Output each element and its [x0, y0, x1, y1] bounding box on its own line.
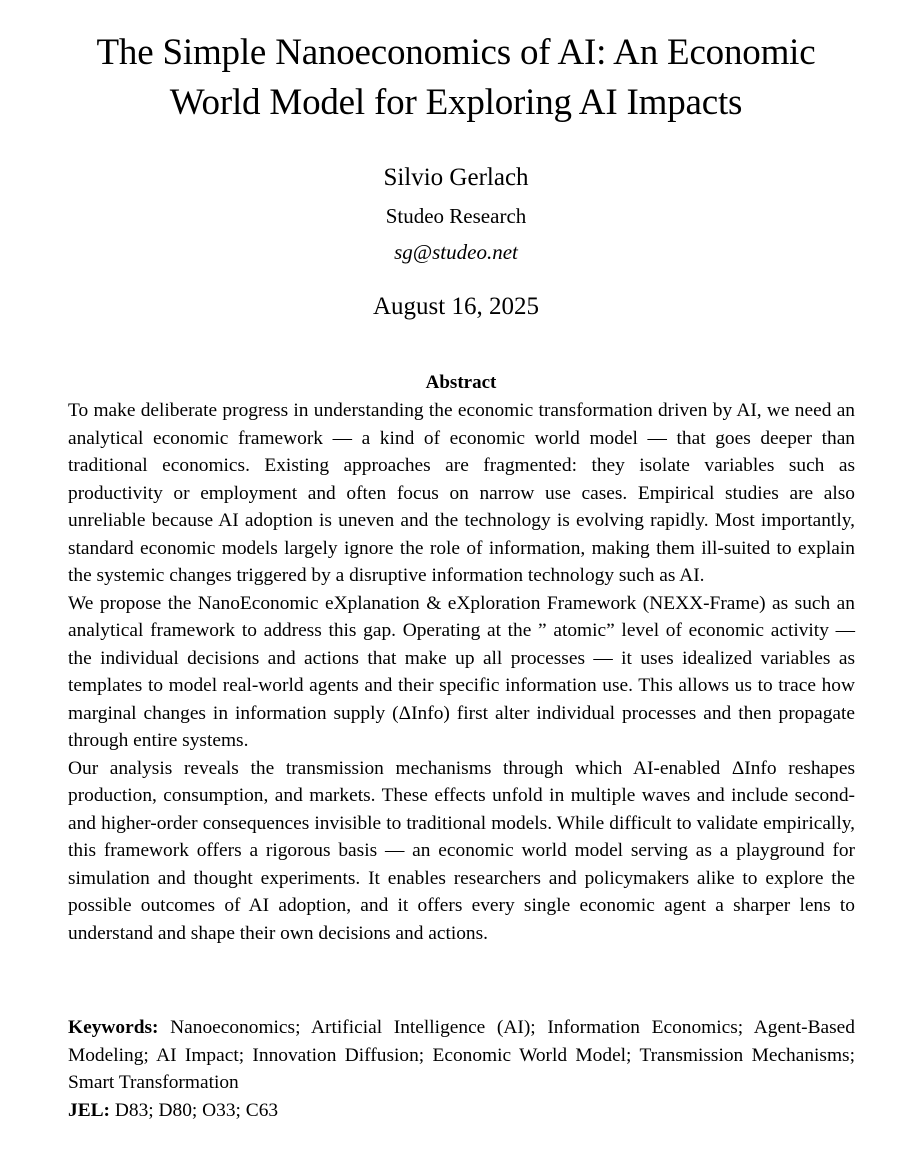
- author-name: Silvio Gerlach: [383, 164, 529, 191]
- abstract-heading: Abstract: [425, 372, 497, 393]
- paper-title-line: World Model for Exploring AI Impacts: [169, 82, 743, 123]
- keywords-text: Nanoeconomics; Artificial Intelligence (AI); Information Economics; Agent-Based Modeling; AI Impact; Innovation Diffusion; Economic World Model; Transmission Mechanisms; Smart Transformation: [68, 1017, 855, 1093]
- author-email: sg@studeo.net: [394, 240, 518, 264]
- abstract-body: [68, 397, 855, 947]
- abstract-paragraph: To make deliberate progress in understanding the economic transformation driven by AI, we need an analytical economic framework — a kind of economic world model — that goes deeper than traditional economics. Existing approaches are fragmented: they isolate variables such as productivity or employment and often focus on narrow use cases. Empirical studies are also unreliable because AI adoption is uneven and the technology is evolving rapidly. Most importantly, standard economic models largely ignore the role of information, making them ill-suited to explain the systemic changes triggered by a disruptive information technology such as AI.: [68, 400, 855, 586]
- jel-label: JEL:: [68, 1099, 111, 1121]
- abstract-paragraph: Our analysis reveals the transmission mechanisms through which AI-enabled ΔInfo reshapes production, consumption, and markets. These effects unfold in multiple waves and include second- and higher-order consequences invisible to traditional models. While difficult to validate empirically, this framework offers a rigorous basis — an economic world model serving as a playground for simulation and thought experiments. It enables researchers and policymakers alike to explore the possible outcomes of AI adoption, and it offers every single economic agent a sharper lens to understand and shape their own decisions and actions.: [68, 757, 855, 944]
- author-affiliation: Studeo Research: [385, 204, 527, 228]
- abstract-paragraph: We propose the NanoEconomic eXplanation & eXploration Framework (NEXX-Frame) as such an analytical framework to address this gap. Operating at the ” atomic” level of economic activity — the individual decisions and actions that make up all processes — it uses idealized variables as templates to model real-world agents and their specific information use. This allows us to trace how marginal changes in information supply (ΔInfo) first alter individual processes and then propagate through entire systems.: [68, 592, 855, 751]
- keywords-line: [68, 1014, 855, 1097]
- paper-date: August 16, 2025: [373, 293, 539, 320]
- keywords-section: [68, 1014, 855, 1124]
- jel-line: [68, 1097, 855, 1125]
- jel-codes: D83; D80; O33; C63: [114, 1099, 279, 1121]
- keywords-label: Keywords:: [68, 1017, 159, 1038]
- paper-title-line: The Simple Nanoeconomics of AI: An Economic: [96, 32, 816, 73]
- paper-title: [0, 28, 912, 128]
